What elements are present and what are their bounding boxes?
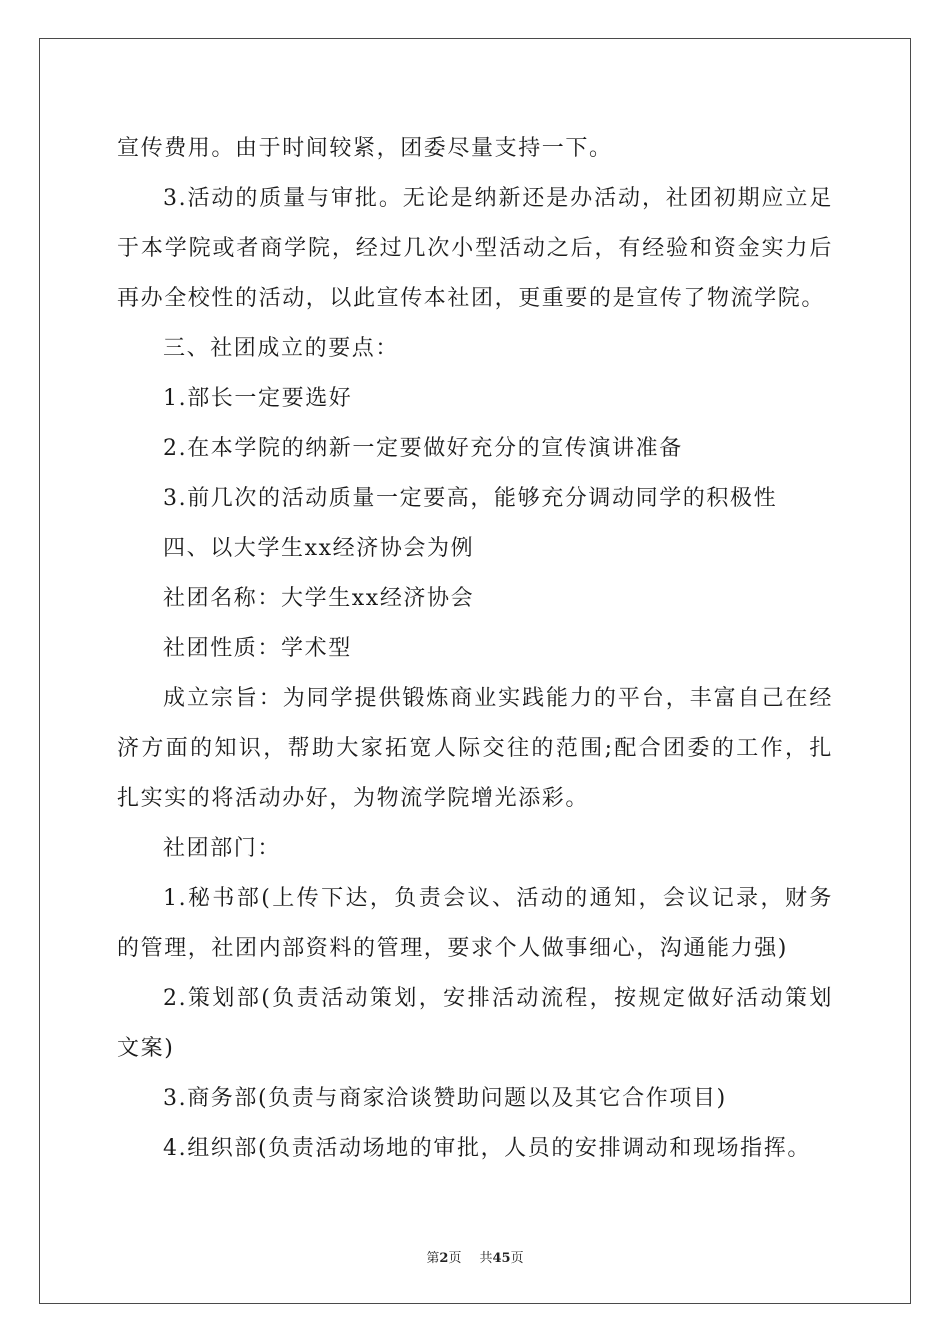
list-item: 2.在本学院的纳新一定要做好充分的宣传演讲准备 bbox=[163, 436, 683, 461]
paragraph: 社团名称：大学生xx经济协会 bbox=[163, 586, 475, 611]
paragraph: 3.活动的质量与审批。无论是纳新还是办活动，社团初期应立足于本学院或者商学院，经过几次小型活动之后，有经验和资金实力后再办全校性的活动，以此宣传本社团，更重要的是宣传了物流学院。 bbox=[117, 186, 833, 311]
list-item: 3.前几次的活动质量一定要高，能够充分调动同学的积极性 bbox=[163, 486, 778, 511]
total-prefix: 共 bbox=[479, 1251, 493, 1266]
total-suffix: 页 bbox=[510, 1251, 524, 1266]
paragraph: 成立宗旨：为同学提供锻炼商业实践能力的平台，丰富自己在经济方面的知识，帮助大家拓宽人际交往的范围;配合团委的工作，扎扎实实的将活动办好，为物流学院增光添彩。 bbox=[117, 686, 833, 811]
list-item: 1.部长一定要选好 bbox=[163, 386, 353, 411]
paragraph: 社团性质：学术型 bbox=[163, 636, 352, 661]
section-heading: 三、社团成立的要点： bbox=[163, 336, 400, 361]
list-item: 2.策划部(负责活动策划，安排活动流程，按规定做好活动策划文案) bbox=[117, 986, 833, 1061]
page-prefix: 第 bbox=[426, 1251, 440, 1266]
paragraph: 宣传费用。由于时间较紧，团委尽量支持一下。 bbox=[117, 136, 613, 161]
document-body bbox=[117, 124, 833, 1174]
page-suffix: 页 bbox=[448, 1251, 462, 1266]
list-item: 1.秘书部(上传下达，负责会议、活动的通知，会议记录，财务的管理，社团内部资料的管理，要求个人做事细心，沟通能力强) bbox=[117, 886, 833, 961]
paragraph: 社团部门： bbox=[163, 836, 282, 861]
total-pages: 45 bbox=[492, 1251, 511, 1266]
page-footer bbox=[0, 1247, 950, 1266]
list-item: 4.组织部(负责活动场地的审批，人员的安排调动和现场指挥。 bbox=[163, 1136, 811, 1161]
page-number: 2 bbox=[439, 1251, 449, 1266]
list-item: 3.商务部(负责与商家洽谈赞助问题以及其它合作项目) bbox=[163, 1086, 727, 1111]
section-heading: 四、以大学生xx经济协会为例 bbox=[163, 536, 475, 561]
